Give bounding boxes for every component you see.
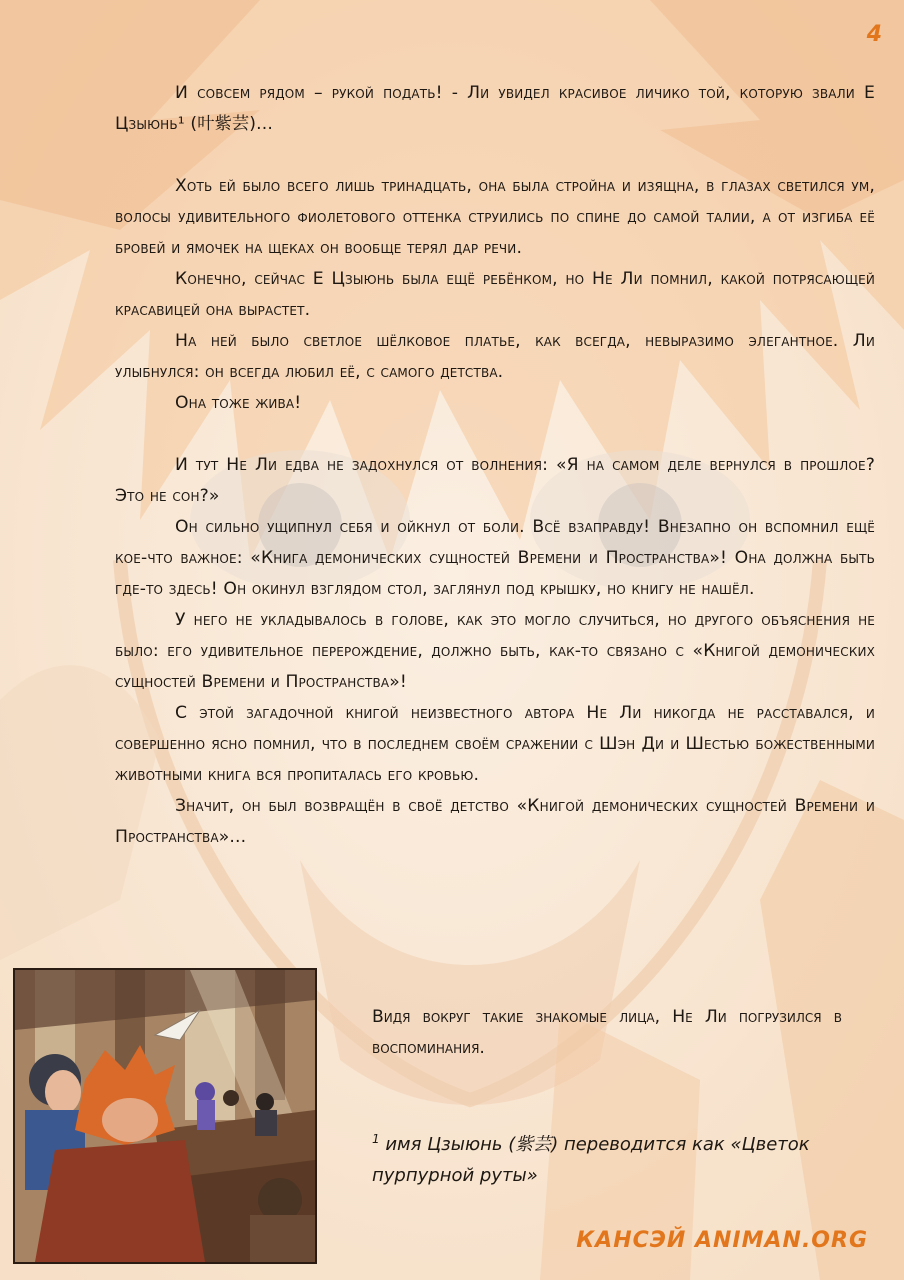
side-caption: Видя вокруг такие знакомые лица, Не Ли погрузился в воспоминания. [372, 1007, 842, 1058]
page-number: 4 [866, 22, 882, 47]
classroom-illustration [13, 968, 317, 1264]
paragraph-9: С этой загадочной книгой неизвестного автора Не Ли никогда не расставался, и совершенно ясно помнил, что в последнем своём сражении с Шэн Ди и Шестью божественными животными книга вся пропиталась его кровью. [115, 703, 875, 785]
translator-credits: КАНСЭЙ ANIMAN.ORG [576, 1228, 868, 1253]
footnote [372, 1124, 872, 1191]
footnote-marker: 1 [372, 1132, 380, 1146]
paragraph-8: У него не укладывалось в голове, как это могло случиться, но другого объяснения не было: его удивительное перерождение, должно быть, как-то связано с «Книгой демонических сущностей Времени и Пространства»! [115, 610, 875, 692]
paragraph-3: Конечно, сейчас Е Цзыюнь была ещё ребёнком, но Не Ли помнил, какой потрясающей красавицей она вырастет. [115, 269, 875, 320]
paragraph-1: И совсем рядом – рукой подать! - Ли увидел красивое личико той, которую звали Е Цзыюнь¹ (叶紫芸)... [115, 83, 875, 134]
paragraph-spacer [115, 419, 875, 450]
paragraph-6: И тут Не Ли едва не задохнулся от волнения: «Я на самом деле вернулся в прошлое? Это не сон?» [115, 455, 875, 506]
main-text [115, 78, 875, 853]
paragraph-spacer [115, 140, 875, 171]
paragraph-5: Она тоже жива! [175, 393, 302, 413]
paragraph-2: Хоть ей было всего лишь тринадцать, она была стройна и изящна, в глазах светился ум, волосы удивительного фиолетового оттенка струились по спине до самой талии, а от изгиба её бровей и ямочек на щеках он вообще терял дар речи. [115, 176, 875, 258]
paragraph-7: Он сильно ущипнул себя и ойкнул от боли. Всё взаправду! Внезапно он вспомнил ещё кое-что важное: «Книга демонических сущностей Времени и Пространства»! Она должна быть где-то здесь! Он окинул взглядом стол, заглянул под крышку, но книгу не нашёл. [115, 517, 875, 599]
footnote-text: имя Цзыюнь (紫芸) переводится как «Цветок пурпурной руты» [372, 1134, 810, 1186]
paragraph-10: Значит, он был возвращён в своё детство «Книгой демонических сущностей Времени и Пространства»... [115, 796, 875, 847]
paragraph-4: На ней было светлое шёлковое платье, как всегда, невыразимо элегантное. Ли улыбнулся: он всегда любил её, с самого детства. [115, 331, 875, 382]
